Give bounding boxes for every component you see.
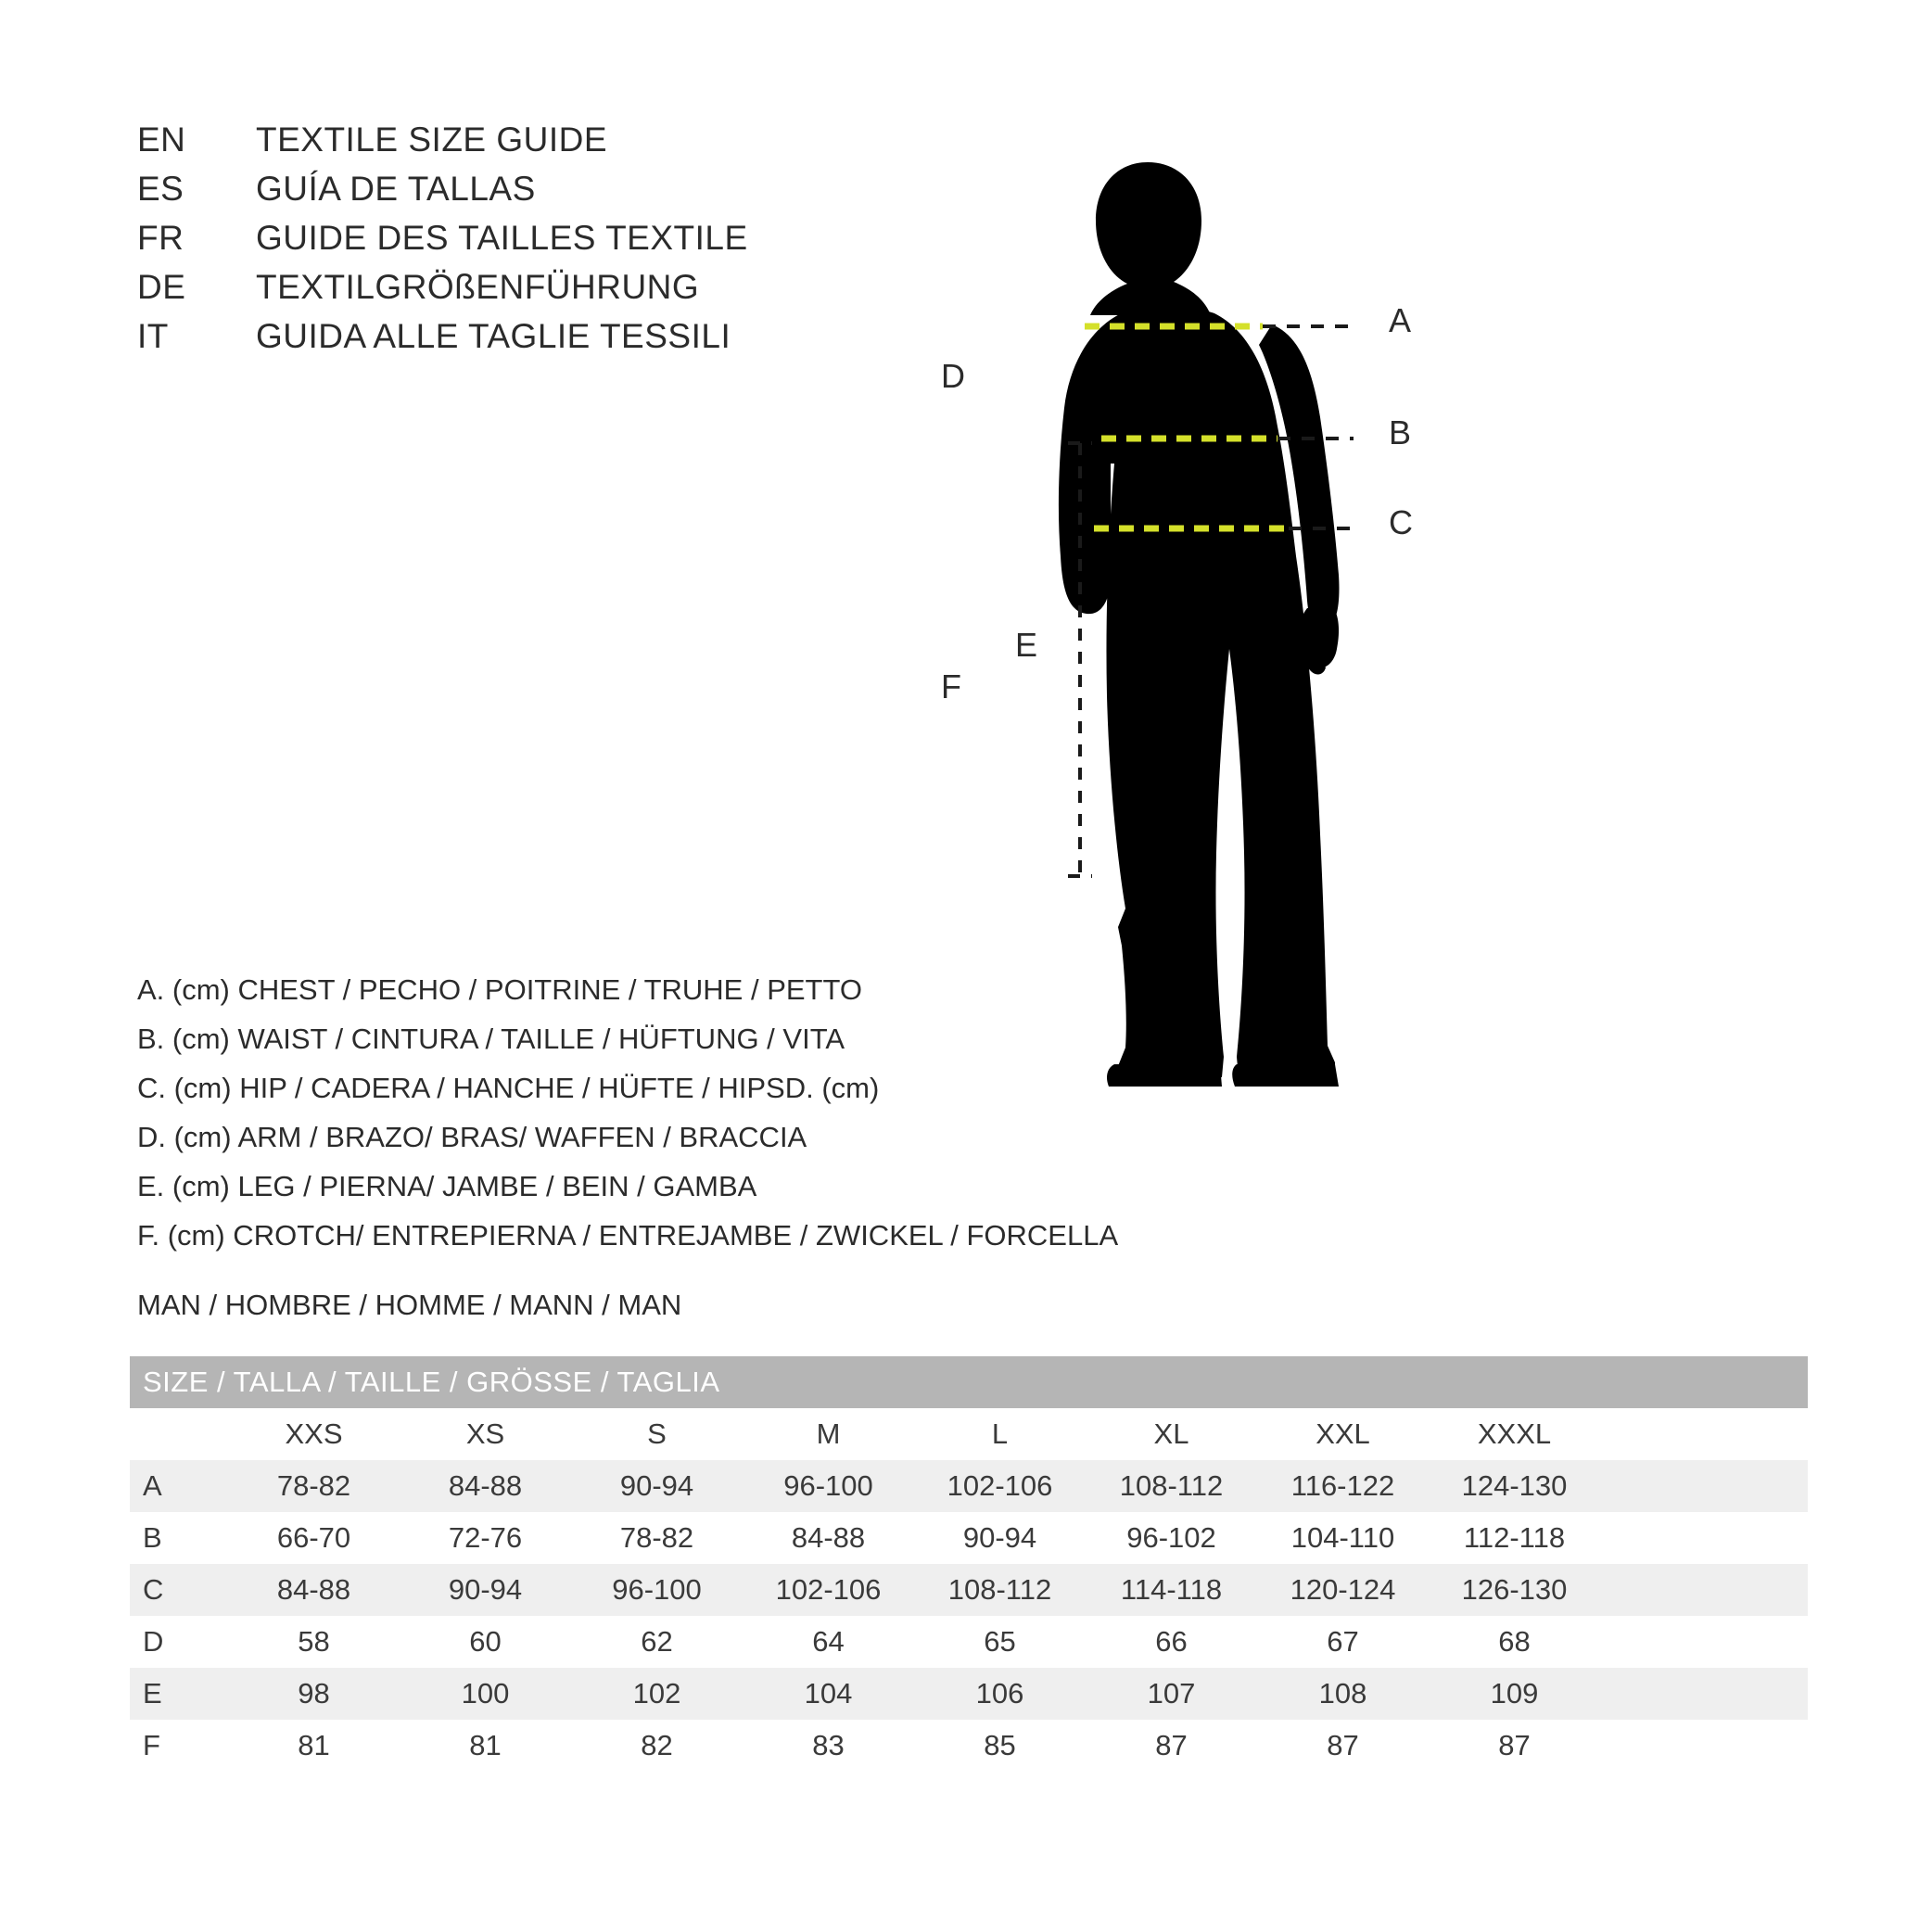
cell-c-s: 96-100 — [571, 1564, 743, 1616]
legend-item-c: C. (cm) HIP / CADERA / HANCHE / HÜFTE / HIPSD. (cm) — [137, 1072, 880, 1104]
diagram-label-b: B — [1389, 413, 1412, 451]
cell-d-xs: 60 — [469, 1625, 502, 1658]
cell-b-xxl: 104-110 — [1290, 1521, 1395, 1554]
cell-f-l: 85 — [984, 1729, 1016, 1761]
cell-f-xl: 87 — [1155, 1729, 1188, 1761]
language-row — [137, 268, 972, 307]
spacer-cell — [1600, 1720, 1808, 1772]
table-row — [130, 1668, 1808, 1720]
size-chart-table — [130, 1356, 1808, 1772]
cell-a-xxs: 78-82 — [228, 1460, 400, 1512]
cell-b-xs: 72-76 — [448, 1521, 523, 1554]
cell-c-xxs: 84-88 — [228, 1564, 400, 1616]
column-header-l: L — [991, 1417, 1009, 1450]
cell-e-m: 104 — [743, 1668, 914, 1720]
spacer-cell — [1600, 1460, 1808, 1512]
row-label-a: A — [130, 1460, 228, 1512]
cell-e-xs: 100 — [400, 1668, 571, 1720]
legend-item-f: F. (cm) CROTCH/ ENTREPIERNA / ENTREJAMBE / ZWICKEL / FORCELLA — [137, 1219, 1119, 1252]
cell-a-l: 102-106 — [914, 1460, 1086, 1512]
cell-b-xxxl: 112-118 — [1463, 1521, 1566, 1554]
cell-e-xxs: 98 — [228, 1668, 400, 1720]
row-label-d: D — [143, 1625, 164, 1658]
cell-d-m: 64 — [812, 1625, 845, 1658]
diagram-label-f: F — [941, 667, 961, 705]
cell-b-xl: 96-102 — [1126, 1521, 1216, 1554]
legend-item-d: D. (cm) ARM / BRAZO/ BRAS/ WAFFEN / BRACCIA — [137, 1121, 807, 1153]
cell-a-m: 96-100 — [743, 1460, 914, 1512]
legend-item-e: E. (cm) LEG / PIERNA/ JAMBE / BEIN / GAMBA — [137, 1170, 757, 1202]
column-header-xs: XS — [465, 1417, 505, 1450]
cell-a-xxxl: 124-130 — [1429, 1460, 1600, 1512]
language-row — [137, 219, 972, 258]
language-code: DE — [137, 268, 186, 306]
cell-d-l: 65 — [984, 1625, 1016, 1658]
cell-a-xxl: 116-122 — [1257, 1460, 1429, 1512]
spacer-cell — [1600, 1668, 1808, 1720]
cell-e-s: 102 — [571, 1668, 743, 1720]
diagram-label-c: C — [1389, 503, 1413, 541]
cell-b-xxs: 66-70 — [276, 1521, 351, 1554]
diagram-label-e: E — [1015, 626, 1038, 664]
table-row — [130, 1616, 1808, 1668]
cell-d-s: 62 — [641, 1625, 673, 1658]
cell-a-xs: 84-88 — [400, 1460, 571, 1512]
spacer-cell — [1600, 1616, 1808, 1668]
cell-e-xl: 107 — [1086, 1668, 1257, 1720]
cell-a-s: 90-94 — [571, 1460, 743, 1512]
language-title: GUIDE DES TAILLES TEXTILE — [256, 219, 748, 257]
cell-d-xl: 66 — [1155, 1625, 1188, 1658]
diagram-label-a: A — [1389, 301, 1412, 339]
row-label-c: C — [130, 1564, 228, 1616]
cell-d-xxl: 67 — [1327, 1625, 1359, 1658]
cell-c-xxl: 120-124 — [1257, 1564, 1429, 1616]
legend-item-a: A. (cm) CHEST / PECHO / POITRINE / TRUHE / PETTO — [137, 973, 862, 1006]
cell-b-m: 84-88 — [791, 1521, 866, 1554]
spacer-cell — [1600, 1408, 1808, 1460]
language-code: FR — [137, 219, 184, 257]
table-header-row — [130, 1408, 1808, 1460]
language-row — [137, 121, 972, 159]
language-title: TEXTILGRÖßENFÜHRUNG — [256, 268, 700, 306]
cell-f-m: 83 — [812, 1729, 845, 1761]
cell-f-xxxl: 87 — [1498, 1729, 1531, 1761]
column-header-xxl: XXL — [1316, 1417, 1370, 1450]
column-header-xxxl: XXXL — [1477, 1417, 1552, 1450]
cell-f-s: 82 — [641, 1729, 673, 1761]
cell-c-m: 102-106 — [743, 1564, 914, 1616]
column-header-xl: XL — [1153, 1417, 1189, 1450]
cell-e-xxxl: 109 — [1429, 1668, 1600, 1720]
column-header-m: M — [816, 1417, 841, 1450]
cell-c-xs: 90-94 — [400, 1564, 571, 1616]
spacer-cell — [1600, 1512, 1808, 1564]
row-label-e: E — [130, 1668, 228, 1720]
cell-c-xl: 114-118 — [1086, 1564, 1257, 1616]
language-code: IT — [137, 317, 169, 355]
cell-a-xl: 108-112 — [1086, 1460, 1257, 1512]
body-measurement-diagram — [941, 93, 1845, 1252]
cell-f-xxl: 87 — [1327, 1729, 1359, 1761]
language-code: ES — [137, 170, 184, 208]
cell-f-xs: 81 — [469, 1729, 502, 1761]
legend-item-b: B. (cm) WAIST / CINTURA / TAILLE / HÜFTUNG / VITA — [137, 1023, 845, 1055]
cell-d-xxxl: 68 — [1498, 1625, 1531, 1658]
man-silhouette-icon — [1059, 162, 1340, 1087]
language-title: GUIDA ALLE TAGLIE TESSILI — [256, 317, 731, 355]
diagram-label-d: D — [941, 357, 965, 395]
table-row — [130, 1512, 1808, 1564]
cell-c-xxxl: 126-130 — [1429, 1564, 1600, 1616]
cell-b-l: 90-94 — [962, 1521, 1037, 1554]
column-header-xxs: XXS — [285, 1417, 343, 1450]
table-row — [130, 1564, 1808, 1616]
cell-e-xxl: 108 — [1257, 1668, 1429, 1720]
language-title: GUÍA DE TALLAS — [256, 170, 536, 208]
table-row — [130, 1460, 1808, 1512]
cell-f-xxs: 81 — [298, 1729, 330, 1761]
cell-e-l: 106 — [914, 1668, 1086, 1720]
spacer-cell — [1600, 1564, 1808, 1616]
table-banner: SIZE / TALLA / TAILLE / GRÖSSE / TAGLIA — [130, 1356, 1808, 1408]
cell-d-xxs: 58 — [298, 1625, 330, 1658]
language-row — [137, 317, 972, 356]
header-corner — [130, 1408, 228, 1460]
column-header-s: S — [647, 1417, 667, 1450]
language-title-block — [137, 121, 972, 366]
row-label-b: B — [143, 1521, 162, 1554]
language-row — [137, 170, 972, 209]
language-code: EN — [137, 121, 186, 159]
table-row — [130, 1720, 1808, 1772]
table-banner-row — [130, 1356, 1808, 1408]
language-title: TEXTILE SIZE GUIDE — [256, 121, 608, 159]
cell-c-l: 108-112 — [914, 1564, 1086, 1616]
gender-label: MAN / HOMBRE / HOMME / MANN / MAN — [137, 1289, 682, 1321]
row-label-f: F — [143, 1729, 160, 1761]
cell-b-s: 78-82 — [619, 1521, 694, 1554]
